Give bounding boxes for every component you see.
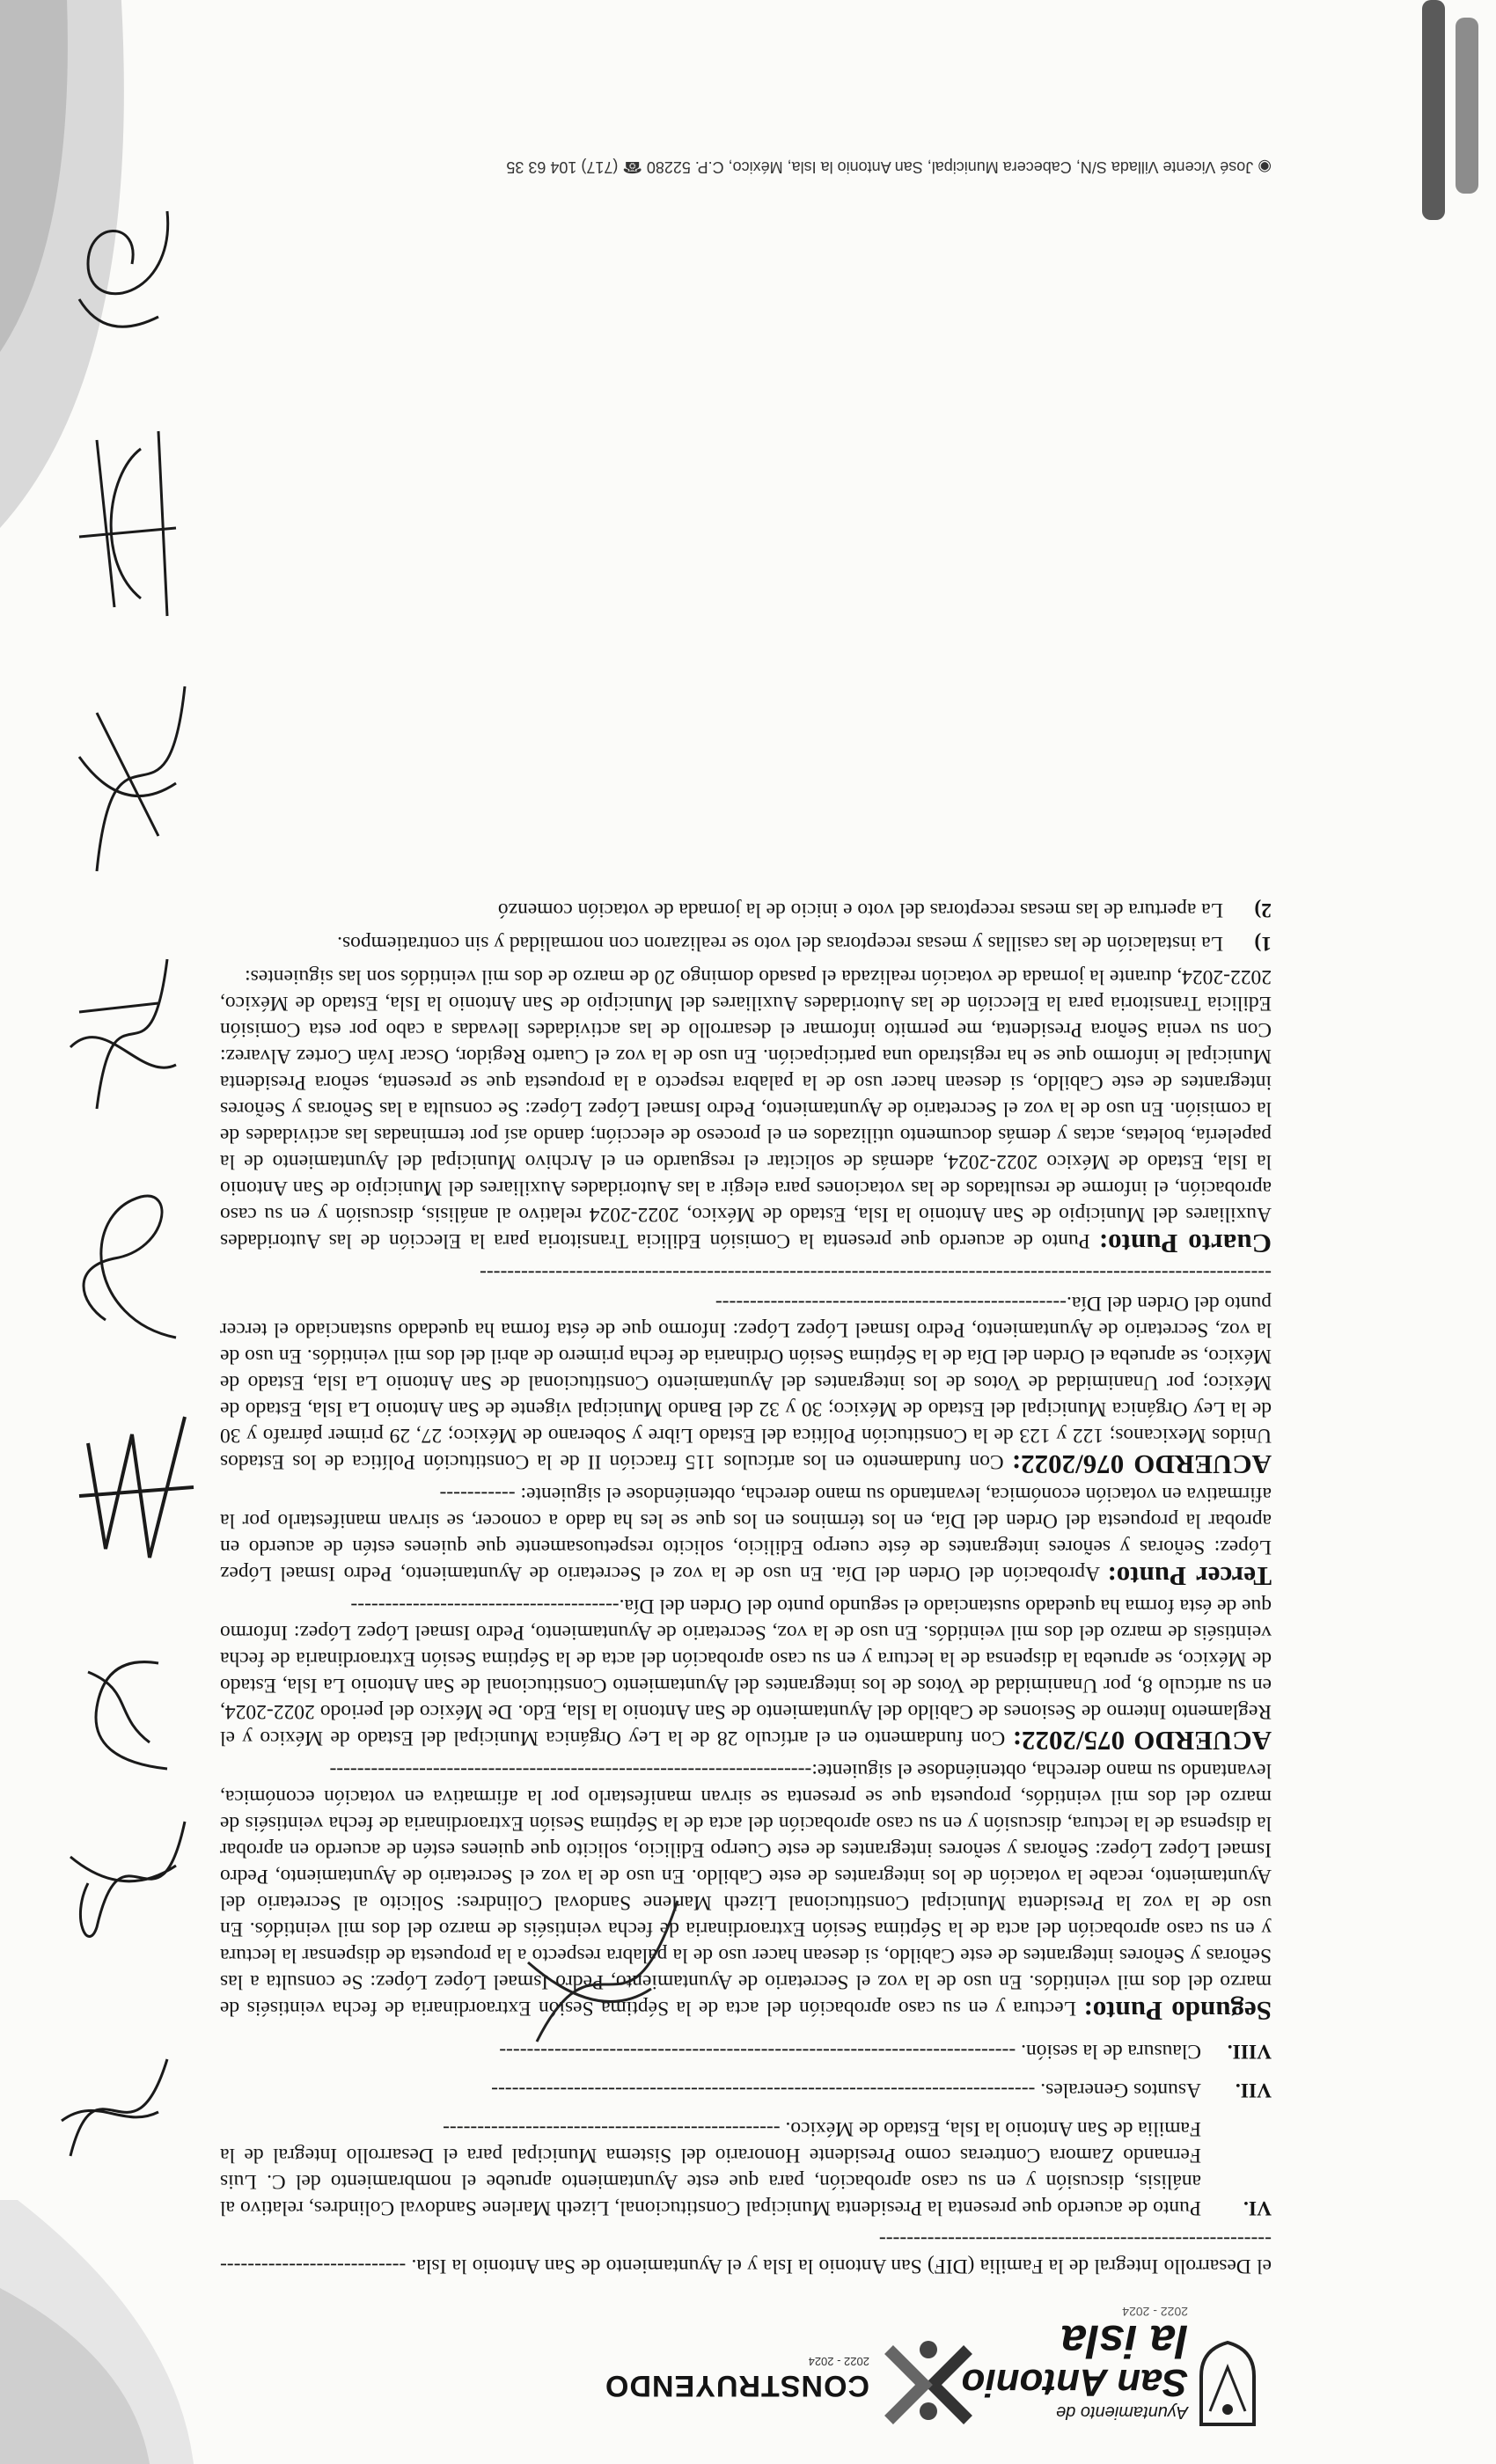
- intro-paragraph: el Desarrollo Integral de la Familia (DIF) San Antonio la Isla y el Ayuntamiento de San Antonio la Isla. ------------------------------------------------------------------------------------: [220, 2228, 1272, 2277]
- logo-period: 2022 - 2024: [1122, 2305, 1188, 2319]
- footer-address: [392, 158, 1272, 176]
- agenda-item-text: Clausura de la sesión. ---------------------------------------------------------------------------: [499, 2040, 1201, 2063]
- signature-9: [62, 194, 194, 352]
- signature-1: [53, 2033, 185, 2191]
- acuerdo-076-title: ACUERDO 076/2022:: [1011, 1449, 1272, 1480]
- agenda-item: [220, 2038, 1272, 2064]
- signature-6: [62, 942, 194, 1135]
- phone-icon: ☎: [618, 158, 642, 176]
- signature-3: [62, 1637, 194, 1795]
- agenda-item-number: VII.: [1235, 2079, 1272, 2101]
- list-item-text: La apertura de las mesas receptoras del voto e inicio de la jornada de votación comenzó: [497, 898, 1223, 921]
- list-item: [220, 930, 1272, 957]
- logo-line-1: Ayuntamiento de: [1056, 2402, 1188, 2422]
- document-body: [220, 897, 1272, 2279]
- construyendo-brand: [605, 2355, 869, 2402]
- agenda-item: [220, 2077, 1272, 2103]
- agenda-item-text: Asuntos Generales. -------------------------------------------------------------------------------: [491, 2079, 1201, 2101]
- signature-7: [70, 669, 202, 889]
- acuerdo-076-text: Con fundamento en los artículos 115 fracción II de la Constitución Política de los Estados Unidos Mexicanos; 122 y 123 de la Constitución Política del Estado Libre y Soberano de México; 27, 29 primer párrafo y 30 de la Ley Orgánica Municipal del Estado de México; 30 y 32 del Bando Municipal vigente de San Antonio La Isla, Estado de México; por Unanimidad de Votos de los integrantes del Ayuntamiento Constitucional de San Antonio La Isla, Estado de México, se aprueba el Orden del Día de la Séptima Sesión Ordinaria de fecha primero de abril del dos mil veintidós. En uso de la voz, Secretario de Ayuntamiento, Pedro Ismael López López: Informo que de ésta forma ha quedado sustanciado el tercer punto del Orden del Día.---------------------------------------------------: [220, 1292, 1272, 1473]
- segundo-punto-paragraph: [220, 1757, 1272, 2027]
- brand-subtitle: 2022 - 2024: [808, 2355, 869, 2368]
- acuerdo-075-text: Con fundamento en el artículo 28 de la Ley Orgánica Municipal del Estado de México y el Reglamento Interno de Sesiones de Cabildo del Ayuntamiento de San Antonio la Isla, Edo. De México del periodo 2022-2024, en su artículo 8, por Unanimidad de Votos de los integrantes del Ayuntamiento Constitucional de San Antonio La Isla, Estado de México, se aprueba la dispensa de la lectura y en su caso aprobación del acta de la Séptima Sesión Extraordinaria de fecha veintiséis de marzo del dos mil veintidós. En uso de la voz, Secretario de Ayuntamiento, Pedro Ismael López López: Informo que de ésta forma ha quedado sustanciado el segundo punto del Orden del Día.---------------------------------------: [219, 1595, 1272, 1749]
- list-item-number: 1): [1254, 932, 1272, 955]
- list-item-number: 2): [1254, 898, 1272, 921]
- signature-center: [510, 1883, 704, 2077]
- tercer-punto-title: Tercer Punto:: [1107, 1561, 1272, 1592]
- cuarto-punto-paragraph: [220, 964, 1272, 1257]
- footer-address-text: José Vicente Villada S/N, Cabecera Municipal, San Antonio la Isla, México, C.P. 52280: [646, 158, 1254, 176]
- signature-8: [62, 414, 194, 634]
- list-item-text: La instalación de las casillas y mesas receptoras del voto se realizaron con normalidad y sin contratiempos.: [337, 932, 1223, 955]
- agenda-item: [220, 2116, 1272, 2221]
- municipal-logo-text: [962, 2305, 1188, 2422]
- tercer-punto-paragraph: [220, 1481, 1272, 1592]
- agenda-item-number: VIII.: [1227, 2040, 1272, 2063]
- cuarto-punto-text: Punto de acuerdo que presenta la Comisión Edilicia Transitoria para la Elección de las Autoridades Auxiliares del Municipio de San Antonio la Isla, Estado de México, 2022-2024 relativo al análisis, discusión y en su caso aprobación, el informe de resultados de las votaciones para elegir a las Autoridades Auxiliares del Municipio de San Antonio la Isla, Estado de México 2022-2024, además de solicitar el resguardo en el Archivo Municipal del Ayuntamiento de la papelería, boletas, actas y demás documento utilizados en el proceso de elección; dando así por terminadas las actividades de la comisión. En uso de la voz el Secretario de Ayuntamiento, Pedro Ismael López López: Se consulta a las Señoras y Señores integrantes de este Cabildo, si desean hacer uso de la palabra respecto a la propuesta que se presenta, señora Presidenta Municipal le informo que se ha registrado una participación. En uso de la voz el Cuarto Regidor, Oscar Iván Cortez Alvarez: Con su venia Señora Presidenta, me permito informar el desarrollo de las actividades llevadas a cabo por esta Comisión Edilicia Transitoria para la Elección de las Autoridades Auxiliares del Municipio de San Antonio la Isla, Estado de México, 2022-2024, durante la jornada de votación realizada el pasado domingo 20 de marzo de dos mil veintidós son las siguientes:: [220, 965, 1272, 1252]
- footer-phone: (717) 104 63 35: [506, 158, 619, 176]
- signature-5: [62, 1179, 194, 1355]
- logo-line-2: San Antonio: [961, 2361, 1188, 2404]
- agenda-item-number: VI.: [1243, 2196, 1272, 2219]
- logo-line-3: la isla: [1060, 2315, 1188, 2366]
- signature-4: [70, 1399, 202, 1575]
- location-icon: ◉: [1258, 158, 1272, 176]
- brand-title: CONSTRUYENDO: [604, 2369, 869, 2402]
- separator-line: -------------------------------------------------------------------------------------------------------------------: [480, 1262, 1272, 1285]
- list-item: [220, 897, 1272, 923]
- signature-2: [62, 1795, 194, 1971]
- municipal-shield-icon: [1197, 2341, 1258, 2429]
- cuarto-punto-title: Cuarto Punto:: [1098, 1228, 1272, 1259]
- tercer-punto-text: Aprobación del Orden del Día. En uso de la voz el Secretario de Ayuntamiento, Pedro Ismael López López: Señoras y señores integrantes de éste cuerpo Edilicio, solicito respetuosamente que quienes estén de acuerdo en aprobar la propuesta del Orden del Día, en los términos en los que se les ha dado a conocer, se sirvan manifestarlo por la afirmativa en votación económica, levantando su mano derecha, obteniéndose el siguiente: -----------: [220, 1483, 1272, 1585]
- segundo-punto-text: Lectura y en su caso aprobación del acta de la Séptima Sesión Extraordinaria de fecha veintiséis de marzo del dos mil veintidós. En uso de la voz el Secretario de Ayuntamiento, Pedro Ismael López López: Se consulta a las Señoras y Señores integrantes de este Cabildo, si desean hacer uso de la palabra respecto a la propuesta de dispensar la lectura y en su caso aprobación del acta de la Séptima Sesión Extraordinaria de fecha veintiséis de marzo del dos mil veintidós. En uso de la voz la Presidenta Municipal Constitucional Lizeth Marlene Sandoval Colindres: Solicito al Secretario del Ayuntamiento, recabe la votación de los integrantes de este Cabildo. En uso de la voz el Secretario de Ayuntamiento, Pedro Ismael López López: Señoras y señores integrantes de este Cuerpo Edilicio, solicito que quienes estén de acuerdo en aprobar la dispensa de la lectura, discusión y en su caso aprobación del acta de la Séptima Sesión Extraordinaria de fecha veintiséis de marzo del dos mil veintidós, propuesta que se presenta se sirvan manifestarlo por la afirmativa en votación económica, levantando su mano derecha, obteniéndose el siguiente:----------------------------------------------------------------------: [220, 1759, 1272, 2020]
- acuerdo-076-paragraph: [220, 1290, 1272, 1478]
- agenda-item-text: Punto de acuerdo que presenta la Presidenta Municipal Constitucional, Lizeth Marlene Sandoval Colindres, relativo al análisis, discusión y en su caso aprobación, para que este Ayuntamiento apruebe el nombramiento del C. Luis Fernando Zamora Contreras como Presidente Honorario del Sistema Municipal para el Desarrollo Integral de la Familia de San Antonio la Isla, Estado de México. -------------------------------------------------: [220, 2117, 1201, 2219]
- acuerdo-075-title: ACUERDO 075/2022:: [1012, 1726, 1272, 1756]
- letterhead-bars-left: [1399, 0, 1496, 220]
- segundo-punto-title: Segundo Punto:: [1083, 1996, 1272, 2027]
- acuerdo-075-paragraph: [220, 1593, 1272, 1754]
- letterhead-swoosh-top: [0, 2200, 229, 2464]
- construyendo-emblem-icon: [880, 2332, 977, 2429]
